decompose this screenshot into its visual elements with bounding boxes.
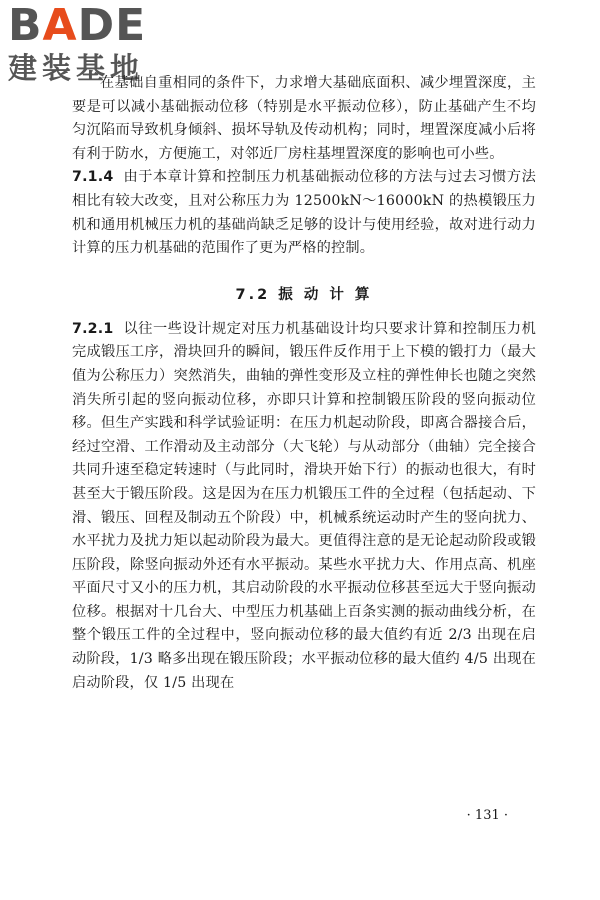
- paragraph-foundation: 在基础自重相同的条件下，力求增大基础底面积、减少埋置深度，主要是可以减小基础振动位移（特别是水平振动位移），防止基础产生不均匀沉陷而导致机身倾斜、损坏导轨及传动机构；同时，埋置深度减小后将有利于防水，方便施工，对邻近厂房柱基埋置深度的影响也可小些。: [72, 75, 536, 162]
- clause-number: 7.2.1: [72, 320, 114, 337]
- section-title: 7.2 振 动 计 算: [235, 286, 373, 303]
- logo-a: A: [42, 0, 78, 51]
- paragraph-7-1-4: [72, 166, 536, 260]
- clause-text: 由于本章计算和控制压力机基础振动位移的方法与过去习惯方法相比有较大改变，且对公称压力为 12500kN～16000kN 的热模锻压力机和通用机械压力机的基础尚缺乏足够的设计与使用经验，故对进行动力计算的压力机基础的范围作了更为严格的控制。: [72, 169, 537, 257]
- clause-number: 7.1.4: [72, 169, 114, 186]
- page-number: · 131 ·: [466, 808, 508, 823]
- logo-subtitle: 建装基地: [8, 51, 145, 85]
- logo-wordmark: BADE: [8, 0, 147, 51]
- page-content: [72, 72, 536, 695]
- paragraph-7-2-1: [72, 318, 536, 696]
- clause-text: 以往一些设计规定对压力机基础设计均只要求计算和控制压力机完成锻压工序，滑块回升的瞬间，锻压件反作用于上下模的锻打力（最大值为公称压力）突然消失，曲轴的弹性变形及立柱的弹性伸长也随之突然消失所引起的竖向振动位移，亦即只计算和控制锻压阶段的竖向振动位移。但生产实践和科学试验证明：在压力机起动阶段，即离合器接合后，经过空滑、工作滑动及主动部分（大飞轮）与从动部分（曲轴）完全接合共同升速至稳定转速时（与此同时，滑块开始下行）的振动也很大，有时甚至大于锻压阶段。这是因为在压力机锻压工件的全过程（包括起动、下滑、锻压、回程及制动五个阶段）中，机械系统运动时产生的竖向扰力、水平扰力及扰力矩以起动阶段为最大。更值得注意的是无论起动阶段或锻压阶段，除竖向振动外还有水平振动。某些水平扰力大、作用点高、机座平面尺寸又小的压力机，其启动阶段的水平振动位移甚至远大于竖向振动位移。根据对十几台大、中型压力机基础上百条实测的振动曲线分析，在整个锻压工件的全过程中，竖向振动位移的最大值约有近 2/3 出现在启动阶段，1/3 略多出现在锻压阶段；水平振动位移的最大值约 4/5 出现在启动阶段，仅 1/5 出现在: [72, 320, 537, 691]
